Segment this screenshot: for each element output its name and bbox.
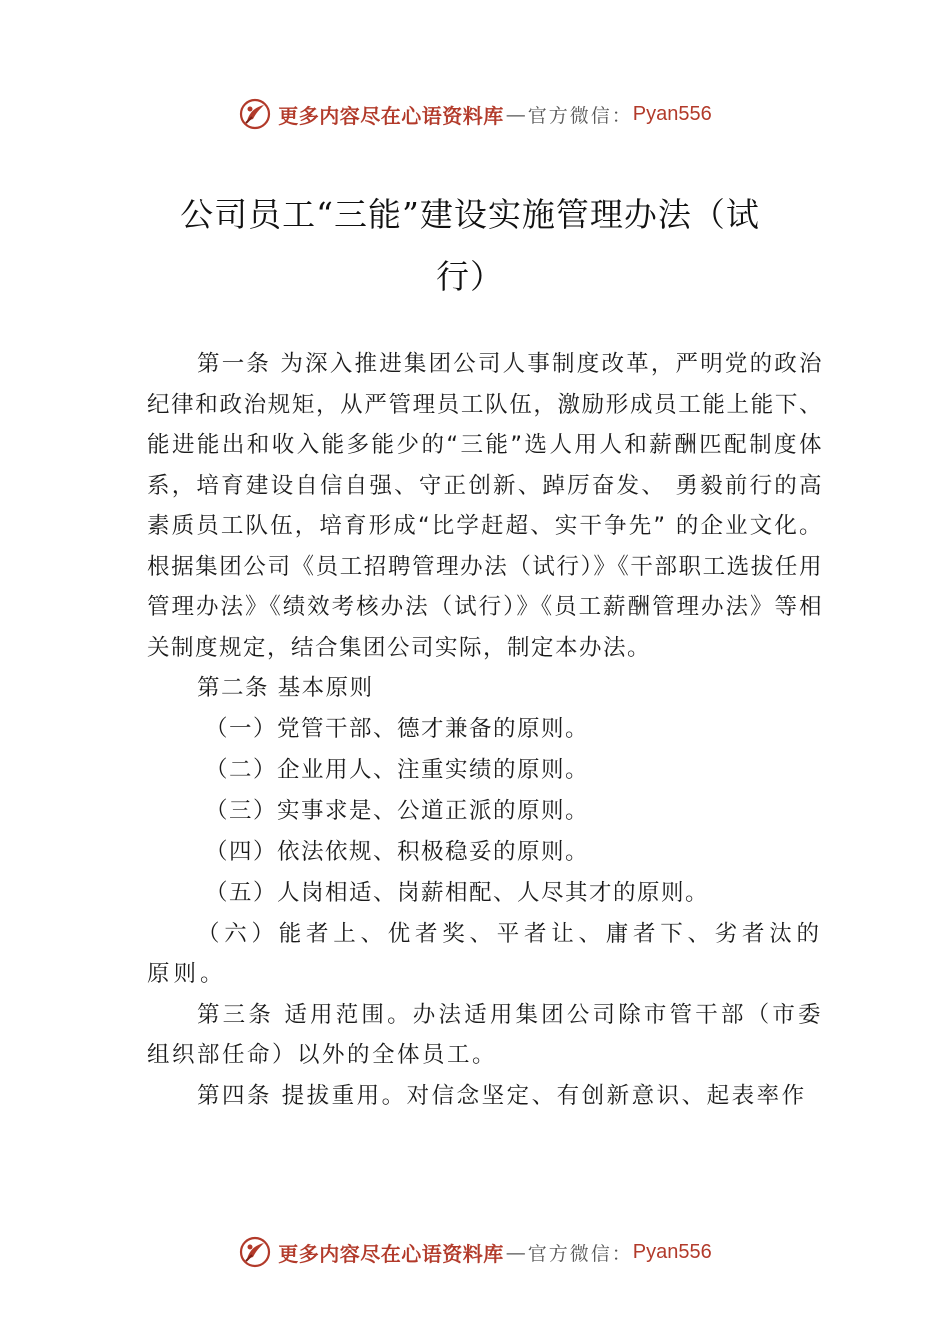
document-title-line-2: 行） [436, 257, 504, 296]
watermark-banner-top [0, 94, 950, 134]
document-title-line-1: 公司员工“三能”建设实施管理办法（试 [180, 195, 760, 234]
article-3: 第三条 适用范围。办法适用集团公司除市管干部（市委组织部任命）以外的全体员工。 [147, 1001, 823, 1068]
document-title [150, 184, 790, 308]
watermark-wechat-id: Pyan556 [632, 1240, 712, 1263]
watermark-dash: — [505, 102, 526, 126]
watermark-wechat-label: 官方微信： [527, 1242, 633, 1265]
principle-item: （四）依法依规、积极稳妥的原则。 [205, 838, 590, 865]
watermark-wechat-id: Pyan556 [632, 102, 712, 125]
watermark-brand-text: 更多内容尽在心语资料库 [278, 103, 504, 128]
document-body [147, 344, 823, 1116]
principle-item: （一）党管干部、德才兼备的原则。 [205, 715, 590, 742]
watermark-wechat-label: 官方微信： [527, 104, 633, 127]
article-4: 第四条 提拔重用。对信念坚定、有创新意识、起表率作 [197, 1082, 807, 1109]
watermark-dash: — [505, 1240, 526, 1264]
watermark-banner-bottom [0, 1232, 950, 1272]
principle-item: （六）能者上、优者奖、平者让、庸者下、劣者汰的原则。 [147, 920, 823, 987]
principle-item: （五）人岗相适、岗薪相配、人尽其才的原则。 [205, 879, 710, 906]
principle-item: （三）实事求是、公道正派的原则。 [205, 797, 590, 824]
principle-item: （二）企业用人、注重实绩的原则。 [205, 756, 590, 783]
article-1: 第一条 为深入推进集团公司人事制度改革，严明党的政治纪律和政治规矩，从严管理员工队伍，激励形成员工能上能下、能进能出和收入能多能少的“三能”选人用人和薪酬匹配制度体系，培育建设自信自强、守正创新、踔厉奋发、 勇毅前行的高素质员工队伍，培育形成“比学赶超、实干争先” 的企业文化。根据集团公司《员工招聘管理办法（试行）》《干部职工选拔任用管理办法》《绩效考核办法（试行）》《员工薪酬管理办法》等相关制度规定，结合集团公司实际，制定本办法。 [147, 351, 823, 661]
watermark-brand-text: 更多内容尽在心语资料库 [278, 1241, 504, 1266]
brand-logo-icon [238, 97, 272, 131]
article-2-heading: 第二条 基本原则 [197, 675, 374, 701]
brand-logo-icon [238, 1235, 272, 1269]
